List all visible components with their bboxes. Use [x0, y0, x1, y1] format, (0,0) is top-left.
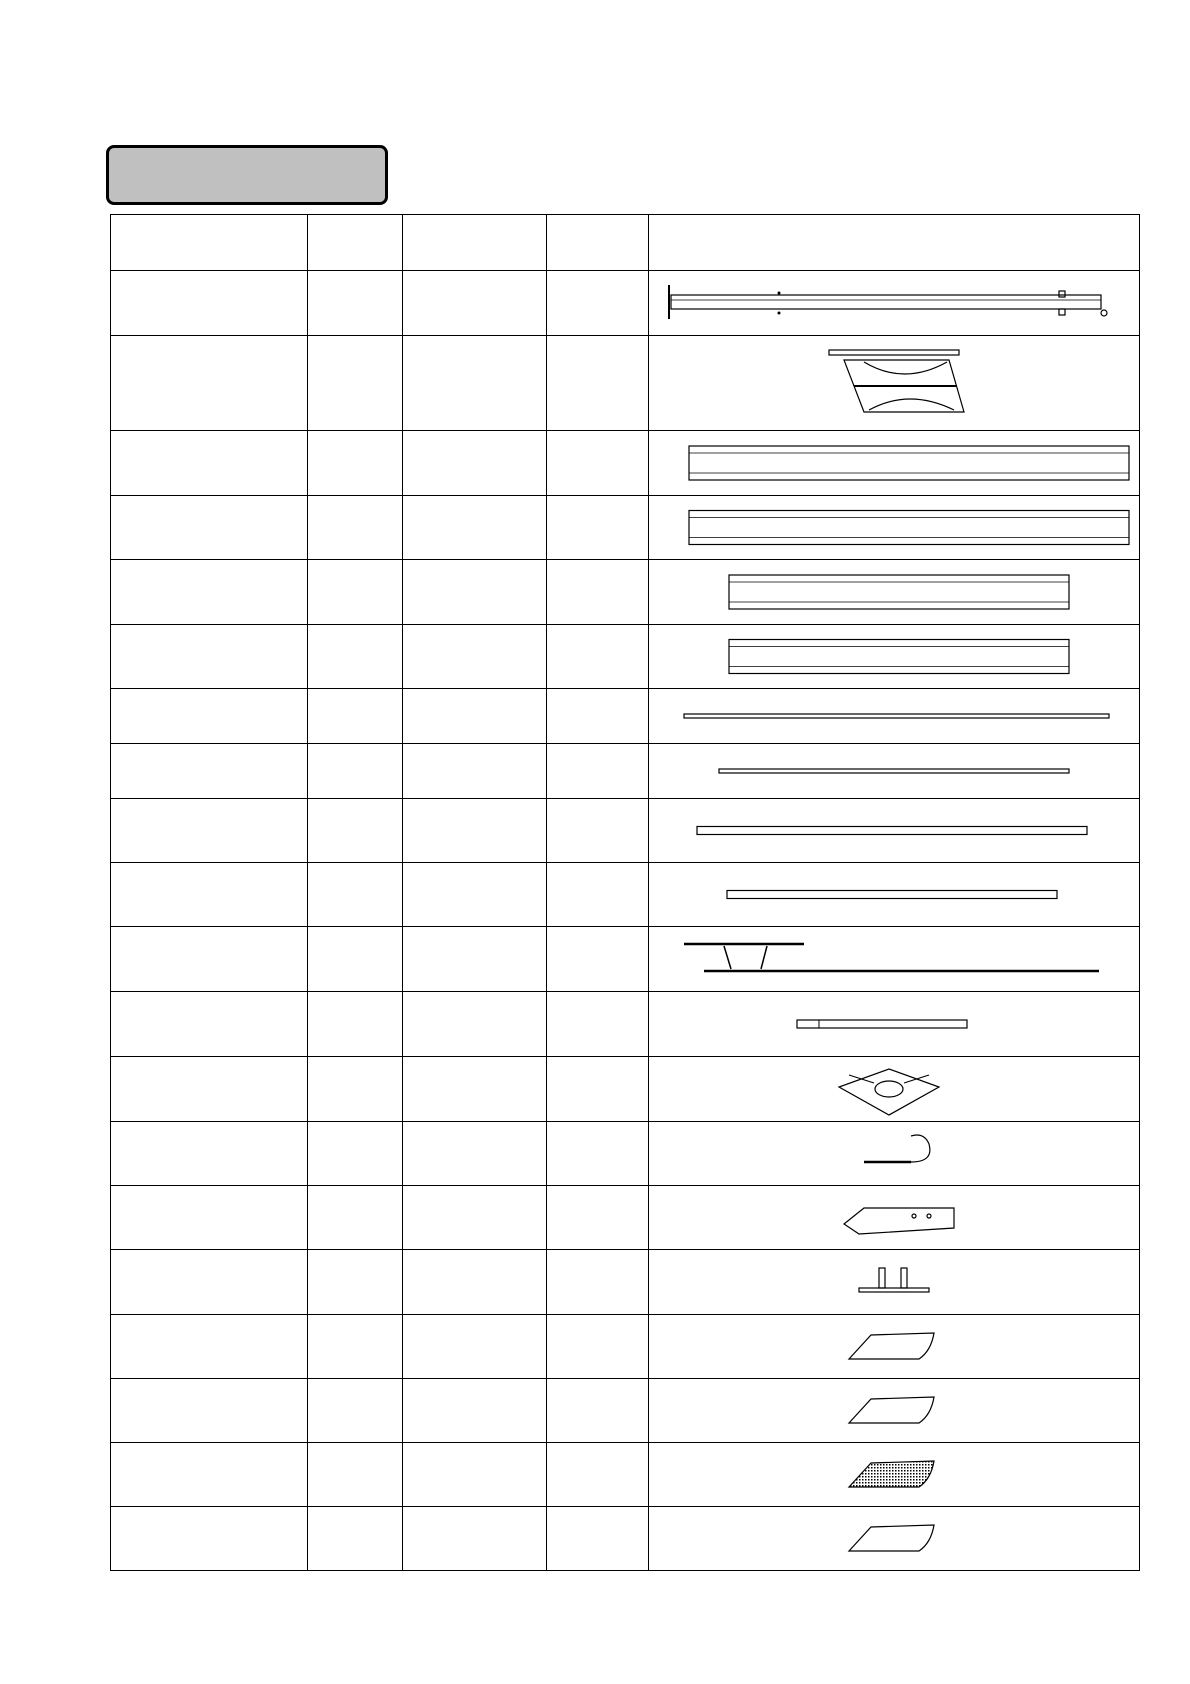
cell-part	[111, 496, 308, 560]
column-header	[111, 215, 308, 271]
cell-part	[111, 689, 308, 744]
column-header	[308, 215, 403, 271]
cell-part	[111, 1250, 308, 1315]
part-drawing-short-rod	[649, 744, 1140, 799]
cell-note	[547, 1507, 649, 1571]
cell-qty	[308, 1507, 403, 1571]
cell-part	[111, 863, 308, 927]
part-drawing-long-channel-rail	[649, 496, 1140, 560]
part-drawing-medium-channel-rail	[649, 560, 1140, 625]
part-drawing-short-flat-bar	[649, 863, 1140, 927]
cell-part	[111, 1507, 308, 1571]
parts-table	[110, 214, 1140, 1571]
cell-note	[547, 1315, 649, 1379]
cell-part	[111, 744, 308, 799]
table-row	[111, 1315, 1140, 1379]
table-row	[111, 927, 1140, 992]
table-row	[111, 431, 1140, 496]
cell-note	[547, 1186, 649, 1250]
part-drawing-tube-pole	[649, 992, 1140, 1057]
table-row	[111, 336, 1140, 431]
table-row	[111, 271, 1140, 336]
part-drawing-main-beam-with-brackets	[649, 271, 1140, 336]
cell-code	[403, 625, 547, 689]
table-row	[111, 1057, 1140, 1122]
cell-code	[403, 336, 547, 431]
table-row	[111, 799, 1140, 863]
cell-note	[547, 689, 649, 744]
part-drawing-long-rod	[649, 689, 1140, 744]
cell-part	[111, 1379, 308, 1443]
part-drawing-base-hub-plate	[649, 1057, 1140, 1122]
cell-note	[547, 336, 649, 431]
cell-note	[547, 799, 649, 863]
cell-code	[403, 1122, 547, 1186]
table-row	[111, 496, 1140, 560]
cell-qty	[308, 336, 403, 431]
cell-part	[111, 1315, 308, 1379]
cell-qty	[308, 863, 403, 927]
cell-part	[111, 1122, 308, 1186]
cell-note	[547, 560, 649, 625]
cell-code	[403, 1507, 547, 1571]
cell-qty	[308, 927, 403, 992]
column-header	[547, 215, 649, 271]
cell-note	[547, 927, 649, 992]
cell-qty	[308, 1057, 403, 1122]
cell-qty	[308, 1379, 403, 1443]
cell-note	[547, 625, 649, 689]
cell-part	[111, 431, 308, 496]
cell-part	[111, 799, 308, 863]
cell-code	[403, 799, 547, 863]
cell-note	[547, 1122, 649, 1186]
part-drawing-long-flat-bar	[649, 799, 1140, 863]
cell-note	[547, 1057, 649, 1122]
cell-qty	[308, 625, 403, 689]
cell-qty	[308, 1186, 403, 1250]
cell-code	[403, 496, 547, 560]
cell-code	[403, 1379, 547, 1443]
part-drawing-long-channel-rail	[649, 431, 1140, 496]
cell-part	[111, 336, 308, 431]
table-row	[111, 1186, 1140, 1250]
cell-code	[403, 992, 547, 1057]
cell-part	[111, 1443, 308, 1507]
cell-code	[403, 927, 547, 992]
part-drawing-mesh-panel	[649, 1443, 1140, 1507]
cell-code	[403, 1186, 547, 1250]
table-row	[111, 1443, 1140, 1507]
cell-note	[547, 1443, 649, 1507]
cell-code	[403, 744, 547, 799]
cell-code	[403, 1315, 547, 1379]
cell-note	[547, 863, 649, 927]
cell-code	[403, 863, 547, 927]
cell-code	[403, 431, 547, 496]
column-header	[649, 215, 1140, 271]
table-header-row	[111, 215, 1140, 271]
part-drawing-fabric-panel	[649, 1507, 1140, 1571]
table-row	[111, 744, 1140, 799]
cell-code	[403, 1250, 547, 1315]
cell-part	[111, 271, 308, 336]
cell-qty	[308, 1250, 403, 1315]
cell-part	[111, 560, 308, 625]
part-drawing-hook	[649, 1122, 1140, 1186]
cell-code	[403, 560, 547, 625]
cell-note	[547, 744, 649, 799]
cell-qty	[308, 1315, 403, 1379]
table-row	[111, 1379, 1140, 1443]
cell-qty	[308, 496, 403, 560]
cell-qty	[308, 799, 403, 863]
cell-code	[403, 689, 547, 744]
cell-part	[111, 1186, 308, 1250]
cell-note	[547, 992, 649, 1057]
cell-code	[403, 271, 547, 336]
cell-note	[547, 431, 649, 496]
part-drawing-braced-rail-pair	[649, 927, 1140, 992]
part-drawing-angle-bracket	[649, 1186, 1140, 1250]
cell-note	[547, 496, 649, 560]
cell-part	[111, 927, 308, 992]
part-drawing-fabric-panel	[649, 1315, 1140, 1379]
cell-qty	[308, 1122, 403, 1186]
cell-code	[403, 1057, 547, 1122]
section-header	[106, 145, 388, 205]
table-row	[111, 1250, 1140, 1315]
cell-qty	[308, 271, 403, 336]
part-drawing-mount-plate	[649, 1250, 1140, 1315]
table-row	[111, 625, 1140, 689]
column-header	[403, 215, 547, 271]
table-row	[111, 1507, 1140, 1571]
cell-note	[547, 1379, 649, 1443]
cell-qty	[308, 689, 403, 744]
cell-part	[111, 625, 308, 689]
table-row	[111, 560, 1140, 625]
cell-qty	[308, 431, 403, 496]
part-drawing-fabric-panel	[649, 1379, 1140, 1443]
cell-part	[111, 992, 308, 1057]
table-row	[111, 1122, 1140, 1186]
cell-qty	[308, 744, 403, 799]
cell-part	[111, 1057, 308, 1122]
cell-code	[403, 1443, 547, 1507]
table-row	[111, 992, 1140, 1057]
part-drawing-end-frame-with-arcs	[649, 336, 1140, 431]
cell-qty	[308, 560, 403, 625]
cell-qty	[308, 1443, 403, 1507]
cell-note	[547, 271, 649, 336]
part-drawing-medium-channel-rail	[649, 625, 1140, 689]
cell-note	[547, 1250, 649, 1315]
table-row	[111, 689, 1140, 744]
cell-qty	[308, 992, 403, 1057]
table-row	[111, 863, 1140, 927]
